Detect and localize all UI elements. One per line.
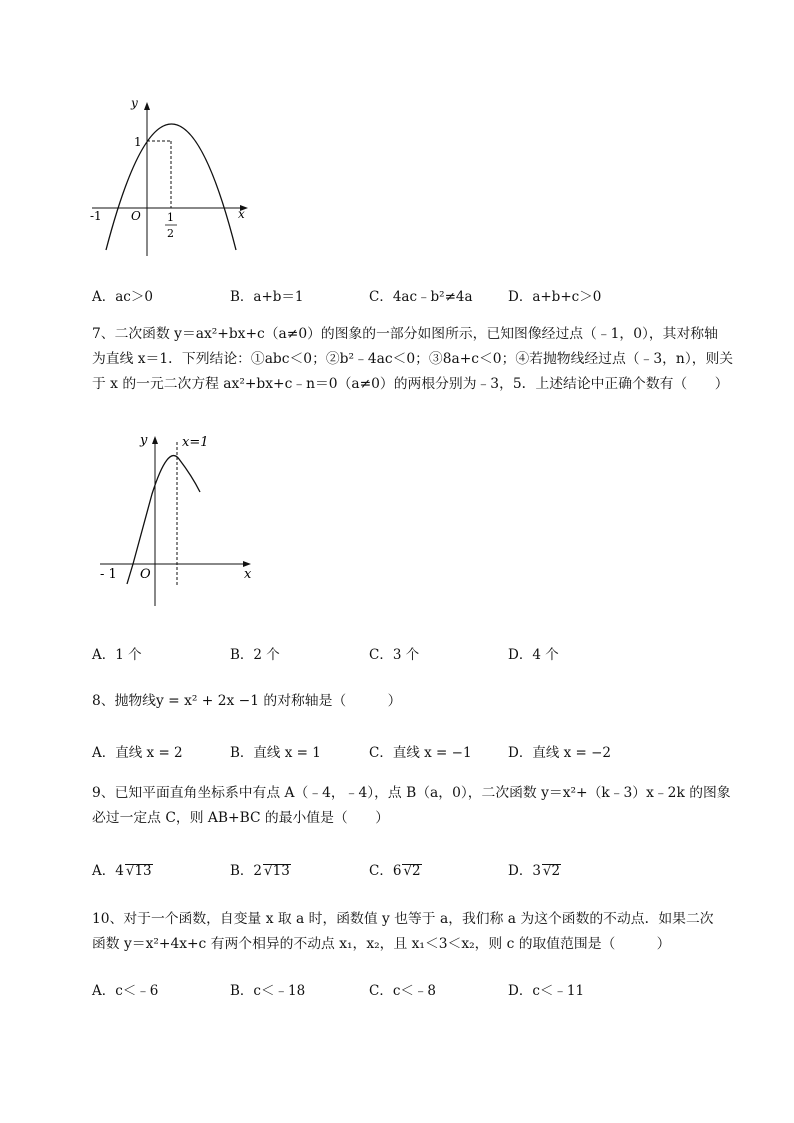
q8-option-d[interactable]: D．直线 x = −2: [508, 745, 612, 761]
q9-option-d-radicand: 2: [551, 863, 561, 879]
q7-option-d[interactable]: D．4 个: [508, 647, 559, 663]
graph1-half-numerator: 1: [167, 211, 174, 224]
q9-option-d-radical: √2: [542, 863, 561, 879]
graph1-half-denominator: 2: [167, 227, 174, 240]
q7-line1: 7、二次函数 y＝ax²+bx+c（a≠0）的图象的一部分如图所示，已知图像经过点（﹣1，0），其对称轴: [92, 326, 718, 342]
q9-option-a-prefix: A．4: [92, 863, 124, 879]
q7-line2: 为直线 x＝1．下列结论：①abc＜0；②b²﹣4ac＜0；③8a+c＜0；④若抛物线经过点（﹣3，n），则关: [92, 351, 734, 367]
q7-option-b[interactable]: B．2 个: [230, 647, 280, 663]
q9-option-a-radical: √13: [125, 863, 152, 879]
q10-option-c[interactable]: C．c＜﹣8: [369, 983, 436, 999]
q10-option-d[interactable]: D．c＜﹣11: [508, 983, 585, 999]
q8-option-b[interactable]: B．直线 x = 1: [230, 745, 321, 761]
question-9: [92, 781, 742, 831]
q9-option-a-radicand: 13: [134, 863, 152, 879]
graph1-y-arrow: [144, 102, 150, 110]
q7-line3: 于 x 的一元二次方程 ax²+bx+c﹣n＝0（a≠0）的两根分别为﹣3，5．上述结论中正确个数有（ ）: [92, 376, 729, 392]
graph-2: [96, 426, 266, 611]
graph2-axis-label: x=1: [182, 435, 209, 450]
graph1-origin-label: O: [131, 209, 141, 223]
question-10: [92, 907, 742, 957]
q9-option-b-radical: √13: [264, 863, 290, 879]
graph1-y-label: y: [131, 96, 138, 110]
q7-option-c[interactable]: C．3 个: [369, 647, 420, 663]
question-7: [92, 322, 742, 397]
q9-option-d[interactable]: [508, 859, 561, 879]
q6-option-c[interactable]: C．4ac﹣b²≠4a: [369, 289, 473, 305]
graph2-y-arrow: [152, 436, 158, 444]
q9-option-c-radical: √2: [403, 863, 421, 879]
graph-1: [88, 92, 258, 262]
graph2-y-label: y: [140, 433, 148, 448]
q9-option-a[interactable]: [92, 859, 153, 879]
q9-option-c[interactable]: [369, 859, 422, 879]
q10-option-b[interactable]: B．c＜﹣18: [230, 983, 306, 999]
q9-line2: 必过一定点 C，则 AB+BC 的最小值是（ ）: [92, 810, 390, 826]
question-8: [92, 689, 742, 714]
q9-line1: 9、已知平面直角坐标系中有点 A（﹣4，﹣4），点 B（a，0），二次函数 y＝x²+（k﹣3）x﹣2k 的图象: [92, 785, 731, 801]
q10-line2: 函数 y＝x²+4x+c 有两个相异的不动点 x₁，x₂，且 x₁＜3＜x₂，则 c 的取值范围是（ ）: [92, 936, 671, 952]
q8-text: 8、抛物线y = x² + 2x −1 的对称轴是（ ）: [92, 693, 402, 709]
q9-option-b-prefix: B．2: [230, 863, 263, 879]
q8-option-c[interactable]: C．直线 x = −1: [369, 745, 472, 761]
q9-option-c-radicand: 2: [412, 863, 421, 879]
graph1-one-label: 1: [134, 135, 142, 149]
q6-option-d[interactable]: D．a+b+c＞0: [508, 289, 602, 305]
q10-line1: 10、对于一个函数，自变量 x 取 a 时，函数值 y 也等于 a，我们称 a 为这个函数的不动点．如果二次: [92, 911, 714, 927]
q9-option-d-prefix: D．3: [508, 863, 541, 879]
q9-option-c-prefix: C．6: [369, 863, 402, 879]
graph2-minus-one-label: - 1: [100, 567, 117, 582]
q9-option-b-radicand: 13: [272, 863, 290, 879]
q6-option-b[interactable]: B．a+b＝1: [230, 289, 304, 305]
graph1-minus-one-label: -1: [90, 209, 102, 223]
graph1-x-label: x: [238, 207, 245, 221]
graph2-origin-label: O: [140, 567, 151, 582]
q6-option-a[interactable]: A．ac＞0: [92, 289, 153, 305]
graph2-parabola: [127, 456, 200, 584]
q8-option-a[interactable]: A．直线 x = 2: [92, 745, 183, 761]
graph2-x-label: x: [244, 567, 252, 582]
q9-option-b[interactable]: [230, 859, 291, 879]
q7-option-a[interactable]: A．1 个: [92, 647, 142, 663]
q10-option-a[interactable]: A．c＜﹣6: [92, 983, 159, 999]
